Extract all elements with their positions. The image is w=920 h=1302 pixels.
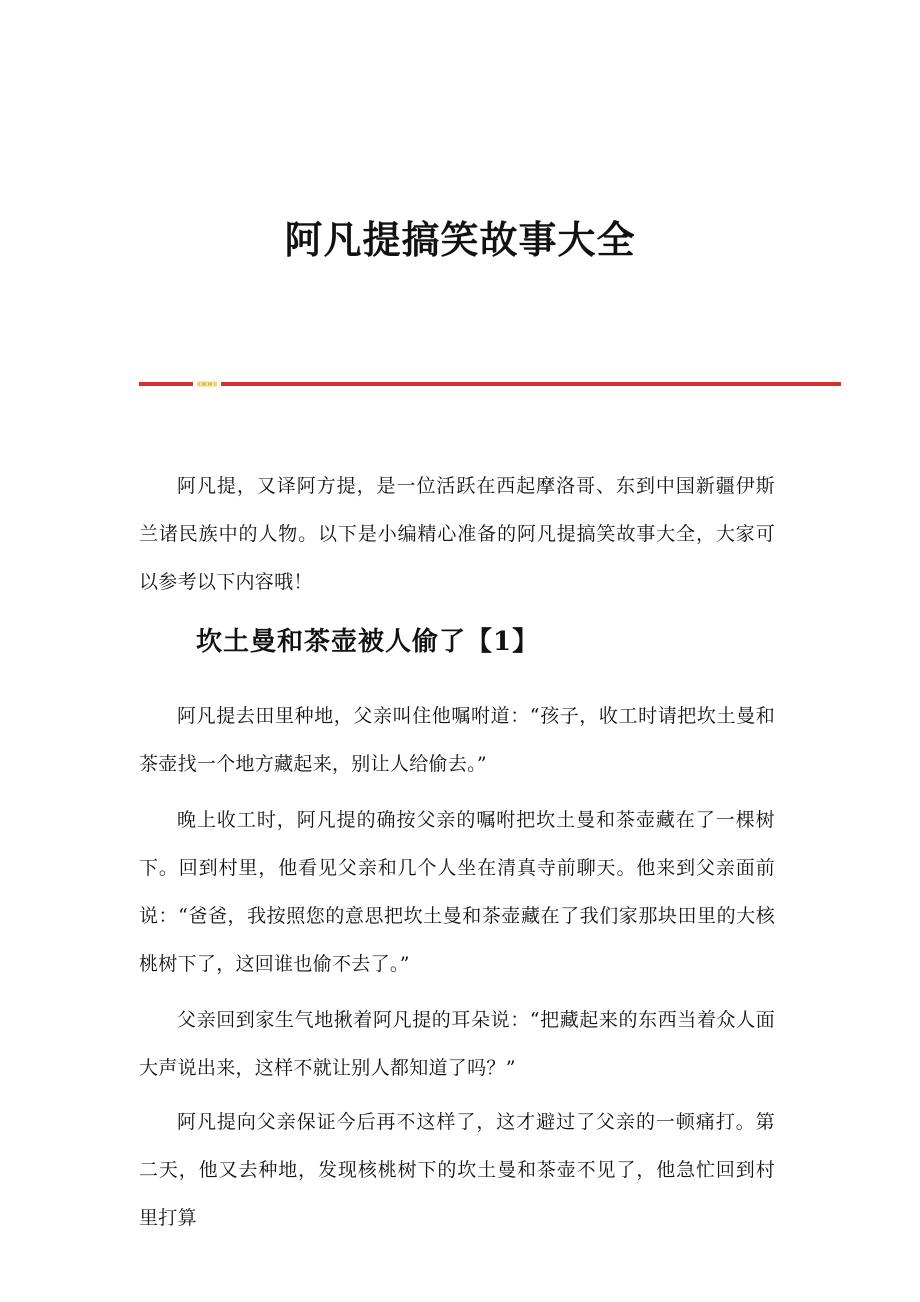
divider-ornament-icon [197,380,217,388]
story-paragraph-2: 晚上收工时，阿凡提的确按父亲的嘱咐把坎土曼和茶壶藏在了一棵树下。回到村里，他看见父亲和几个人坐在清真寺前聊天。他来到父亲面前说：“爸爸，我按照您的意思把坎土曼和茶壶藏在了我们家那块田里的大核桃树下了，这回谁也偷不去了。” [139,809,775,975]
story-paragraph-3: 父亲回到家生气地揪着阿凡提的耳朵说：“把藏起来的东西当着众人面大声说出来，这样不就让别人都知道了吗？” [139,1009,775,1079]
divider-right-segment [221,382,841,386]
section-heading: 坎土曼和茶壶被人偷了【1】 [196,627,540,657]
story-paragraph-1: 阿凡提去田里种地，父亲叫住他嘱咐道：“孩子，收工时请把坎土曼和茶壶找一个地方藏起来，别让人给偷去。” [139,705,775,775]
title-divider [139,380,841,388]
page-title: 阿凡提搞笑故事大全 [284,217,636,262]
intro-paragraph: 阿凡提，又译阿方提，是一位活跃在西起摩洛哥、东到中国新疆伊斯兰诸民族中的人物。以下是小编精心准备的阿凡提搞笑故事大全，大家可以参考以下内容哦！ [139,475,775,593]
story-paragraph-4: 阿凡提向父亲保证今后再不这样了，这才避过了父亲的一顿痛打。第二天，他又去种地，发现核桃树下的坎土曼和茶壶不见了，他急忙回到村里打算 [139,1111,775,1229]
divider-left-segment [139,382,193,386]
